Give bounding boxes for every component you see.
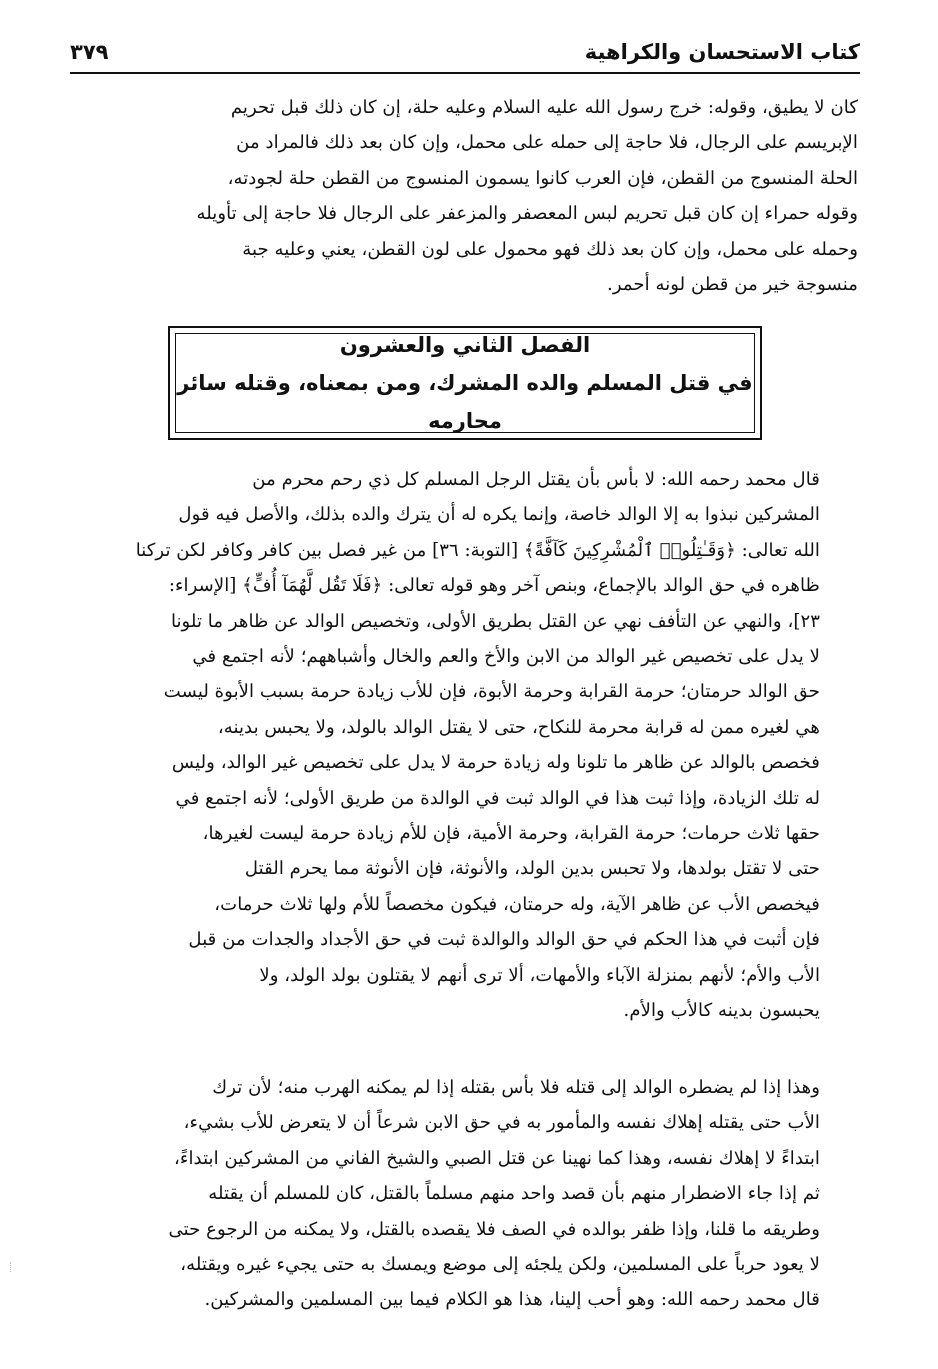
header-rule — [70, 72, 860, 74]
text-line: لا يدل على تخصيص غير الوالد من الابن والأخ والعم والخال وأشباههم؛ لأنه اجتمع في — [192, 646, 820, 668]
text-line: حتى لا تقتل بولدها، ولا تحبس بدين الولد، والأنوثة، فإن الأنوثة مما يحرم القتل — [244, 858, 820, 880]
chapter-heading — [175, 333, 755, 433]
text-line: وطريقه ما قلنا، وإذا ظفر بوالده في الصف فلا يقصده بالقتل، ولا يمكنه من الرجوع حتى — [168, 1218, 820, 1240]
paragraph-main — [80, 462, 858, 1029]
text-line: وهذا إذا لم يضطره الوالد إلى قتله فلا بأس بقتله إذا لم يمكنه الهرب منه؛ لأن ترك — [212, 1077, 820, 1098]
text-line: الأب حتى يقتله إهلاك نفسه والمأمور به في حق الابن شرعاً أن لا يتعرض للأب بشيء، — [183, 1112, 820, 1134]
paragraph-continuation — [80, 90, 858, 302]
text-line: ٢٣]، والنهي عن التأفف نهي عن القتل بطريق الأولى، وتخصيص الوالد عن ظاهر ما تلونا — [170, 610, 820, 632]
chapter-heading-frame — [168, 326, 762, 440]
text-line: ابتداءً لا إهلاك نفسه، وهذا كما نهينا عن قتل الصبي والشيخ الفاني من المشركين ابتداءً، — [174, 1147, 820, 1169]
text-line: ثم إذا جاء الاضطرار منهم بأن قصد واحد منهم مسلماً بالقتل، كان للمسلم أن يقتله — [208, 1183, 820, 1205]
text-line: حق الوالد حرمتان؛ حرمة القرابة وحرمة الأبوة، فإن للأب زيادة حرمة بسبب الأبوة ليست — [163, 681, 820, 703]
text-line: المشركين نبذوا به إلا الوالد خاصة، وإنما يكره له أن يترك والده بذلك، والأصل فيه قول — [178, 504, 820, 526]
text-line: لا يعود حرباً على المسلمين، ولكن يلجئه إلى موضع ويمسك به حتى يجيء غيره ويقتله، — [180, 1254, 820, 1276]
text-line: فخصص بالوالد عن ظاهر ما تلونا وله زيادة حرمة لا يدل على تخصيص غير الوالد، وليس — [171, 752, 820, 774]
text-line: الحلة المنسوج من القطن، فإن العرب كانوا يسمون المنسوج من القطن حلة لجودته، — [227, 167, 858, 189]
text-line: وقوله حمراء إن كان قبل تحريم لبس المعصفر والمزعفر على الرجال فلا حاجة إلى تأويله — [196, 203, 858, 225]
book-title: كتاب الاستحسان والكراهية — [584, 40, 860, 64]
scan-margin-mark — [10, 1262, 17, 1272]
text-line: الله تعالى: ﴿وَقَـٰتِلُوا۟ ٱلْمُشْرِكِينَ كَآفَّةً﴾ [التوبة: ٣٦] من غير فصل بين كافر وكافر لكن تركنا — [135, 539, 820, 561]
text-line: له تلك الزيادة، وإذا ثبت هذا في الوالد ثبت في الوالدة من طريق الأولى؛ لأنه اجتمع في — [175, 787, 820, 809]
text-line: فيخصص الأب عن ظاهر الآية، وله حرمتان، فيكون مخصصاً للأم ولها ثلاث حرمات، — [214, 893, 820, 915]
text-line: الأب والأم؛ لأنهم بمنزلة الآباء والأمهات، ألا ترى أنهم لا يقتلون بولد الولد، ولا — [259, 964, 820, 986]
text-line: منسوجة خير من قطن لونه أحمر. — [607, 274, 858, 296]
text-line: وحمله على محمل، وإن كان بعد ذلك فهو محمول على لون القطن، يعني وعليه جبة — [242, 238, 858, 260]
text-line: ظاهره في حق الوالد بالإجماع، وبنص آخر وهو قوله تعالى: ﴿فَلَا تَقُل لَّهُمَآ أُفٍّ﴾ [الإسراء: — [168, 575, 820, 597]
text-line: حقها ثلاث حرمات؛ حرمة القرابة، وحرمة الأمية، فإن للأم زيادة حرمة ليست لغيرها، — [202, 823, 820, 845]
text-line: الإبريسم على الرجال، فلا حاجة إلى حمله على محمل، وإن كان بعد ذلك فالمراد من — [236, 132, 858, 154]
page-number: ٣٧٩ — [70, 40, 109, 64]
paragraph-final — [80, 1070, 858, 1318]
text-line: فإن أثبت في هذا الحكم في حق الوالد والوالدة ثبت في حق الأجداد والجدات من قبل — [188, 929, 820, 951]
text-line: كان لا يطيق، وقوله: خرج رسول الله عليه السلام وعليه حلة، إن كان ذلك قبل تحريم — [230, 97, 858, 118]
chapter-number-title: الفصل الثاني والعشرون — [339, 333, 591, 357]
text-line: يحبسون بدينه كالأب والأم. — [623, 1000, 820, 1022]
text-line: قال محمد رحمه الله: لا بأس بأن يقتل الرجل المسلم كل ذي رحم محرم من — [252, 469, 820, 490]
text-line: قال محمد رحمه الله: وهو أحب إلينا، هذا هو الكلام فيما بين المسلمين والمشركين. — [204, 1289, 820, 1311]
chapter-subject-title: في قتل المسلم والده المشرك، ومن بمعناه، وقتله سائر محارمه — [177, 371, 753, 433]
running-head — [70, 30, 860, 64]
text-line: هي لغيره ممن له قرابة محرمة للنكاح، حتى لا يقتل الوالد بالولد، ولا يحبس بدينه، — [217, 716, 820, 738]
